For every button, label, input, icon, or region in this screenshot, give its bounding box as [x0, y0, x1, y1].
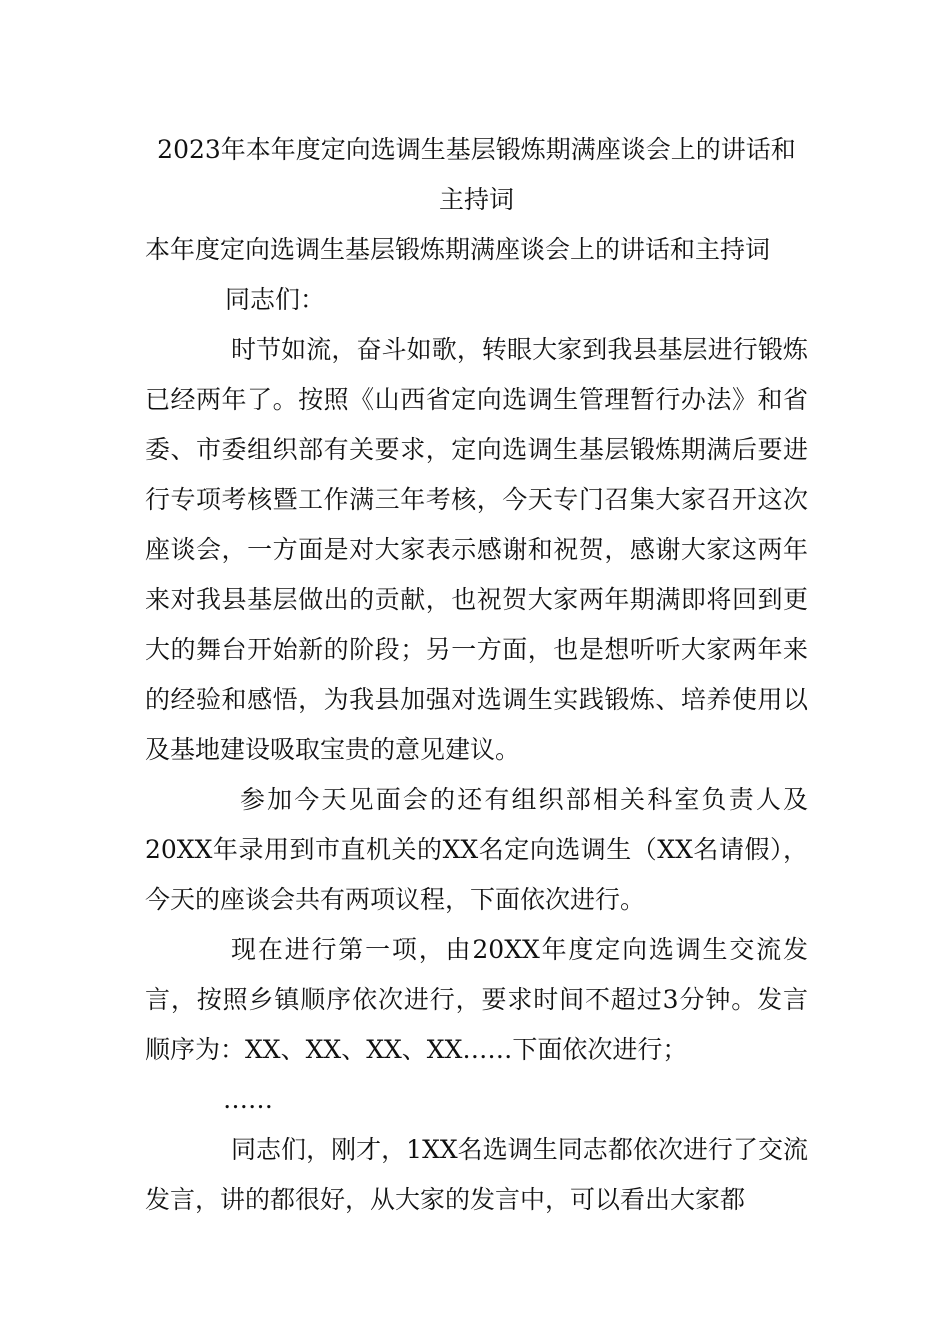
- document-subtitle: 本年度定向选调生基层锻炼期满座谈会上的讲话和主持词: [145, 235, 771, 264]
- salutation: 同志们：: [225, 285, 326, 314]
- document-title: 2023年本年度定向选调生基层锻炼期满座谈会上的讲话和主持词: [157, 135, 796, 214]
- paragraph-opening: 时节如流，奋斗如歌，转眼大家到我县基层进行锻炼已经两年了。按照《山西省定向选调生管理暂行办法》和省委、市委组织部有关要求，定向选调生基层锻炼期满后要进行专项考核暨工作满三年考核，今天专门召集大家召开这次座谈会，一方面是对大家表示感谢和祝贺，感谢大家这两年来对我县基层做出的贡献，也祝贺大家两年期满即将回到更大的舞台开始新的阶段；另一方面，也是想听听大家两年来的经验和感悟，为我县加强对选调生实践锻炼、培养使用以及基地建设吸取宝贵的意见建议。: [145, 335, 808, 764]
- paragraph-ellipsis: ……: [223, 1085, 273, 1114]
- paragraph-summary: 同志们，刚才，1XX名选调生同志都依次进行了交流发言，讲的都很好，从大家的发言中，可以看出大家都: [145, 1135, 808, 1214]
- paragraph-attendees: 参加今天见面会的还有组织部相关科室负责人及20XX年录用到市直机关的XX名定向选调生（XX名请假），今天的座谈会共有两项议程，下面依次进行。: [145, 785, 808, 914]
- paragraph-agenda-item-one: 现在进行第一项，由20XX年度定向选调生交流发言，按照乡镇顺序依次进行，要求时间不超过3分钟。发言顺序为：XX、XX、XX、XX……下面依次进行；: [145, 935, 808, 1064]
- document-body: [145, 125, 808, 1225]
